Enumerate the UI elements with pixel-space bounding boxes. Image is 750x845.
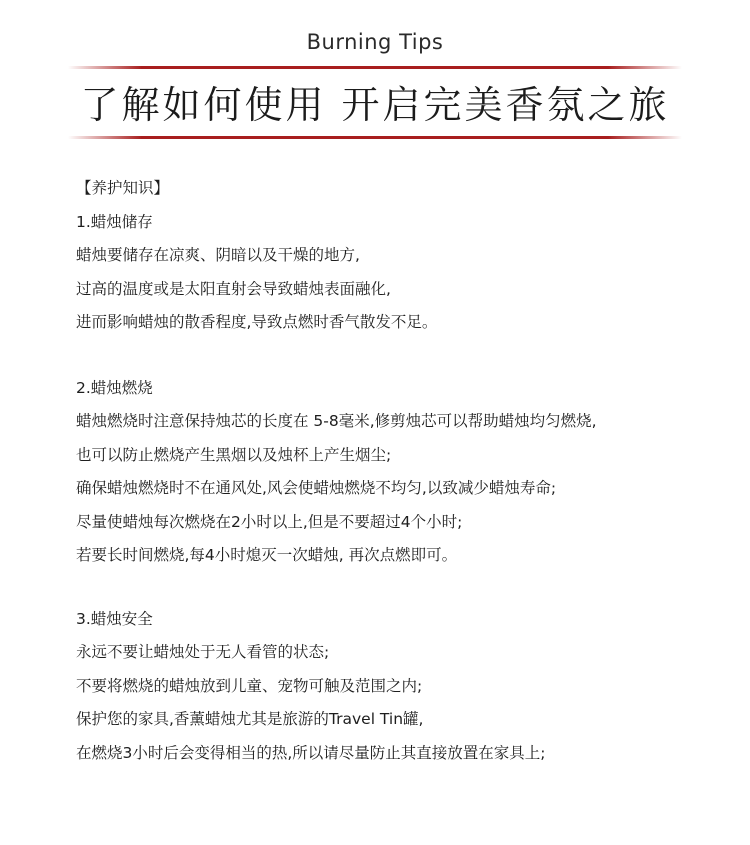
- section-storage: [76, 206, 736, 340]
- section-heading: 1.蜡烛储存: [76, 212, 153, 231]
- section-line: 蜡烛燃烧时注意保持烛芯的长度在 5-8毫米,修剪烛芯可以帮助蜡烛均匀燃烧,: [76, 412, 597, 430]
- header-rule-bottom: [68, 136, 682, 139]
- header-title: 了解如何使用 开启完美香氛之旅: [80, 83, 670, 127]
- section-line: 尽量使蜡烛每次燃烧在2小时以上,但是不要超过4个小时;: [76, 512, 463, 531]
- section-line: 永远不要让蜡烛处于无人看管的状态;: [76, 643, 330, 661]
- section-spacer: [76, 340, 736, 372]
- header-subtitle: Burning Tips: [306, 30, 444, 54]
- section-line: 保护您的家具,香薰蜡烛尤其是旅游的Travel Tin罐,: [76, 710, 424, 728]
- section-heading: 3.蜡烛安全: [76, 609, 153, 628]
- section-line: 在燃烧3小时后会变得相当的热,所以请尽量防止其直接放置在家具上;: [76, 743, 546, 762]
- section-heading: 2.蜡烛燃烧: [76, 378, 153, 397]
- section-spacer: [76, 573, 736, 603]
- section-line: 过高的温度或是太阳直射会导致蜡烛表面融化,: [76, 279, 391, 298]
- care-label: 【养护知识】: [76, 179, 170, 197]
- section-line: 也可以防止燃烧产生黑烟以及烛杯上产生烟尘;: [76, 445, 392, 464]
- section-line: 蜡烛要储存在凉爽、阴暗以及干燥的地方,: [76, 246, 360, 264]
- section-line: 进而影响蜡烛的散香程度,导致点燃时香气散发不足。: [76, 313, 438, 331]
- header-rule-top: [68, 66, 682, 69]
- care-content: [76, 172, 736, 770]
- section-line: 不要将燃烧的蜡烛放到儿童、宠物可触及范围之内;: [76, 676, 423, 695]
- section-line: 确保蜡烛燃烧时不在通风处,风会使蜡烛燃烧不均匀,以致减少蜡烛寿命;: [76, 479, 557, 497]
- section-burning: [76, 372, 736, 573]
- section-line: 若要长时间燃烧,每4小时熄灭一次蜡烛, 再次点燃即可。: [76, 546, 458, 564]
- section-safety: [76, 603, 736, 771]
